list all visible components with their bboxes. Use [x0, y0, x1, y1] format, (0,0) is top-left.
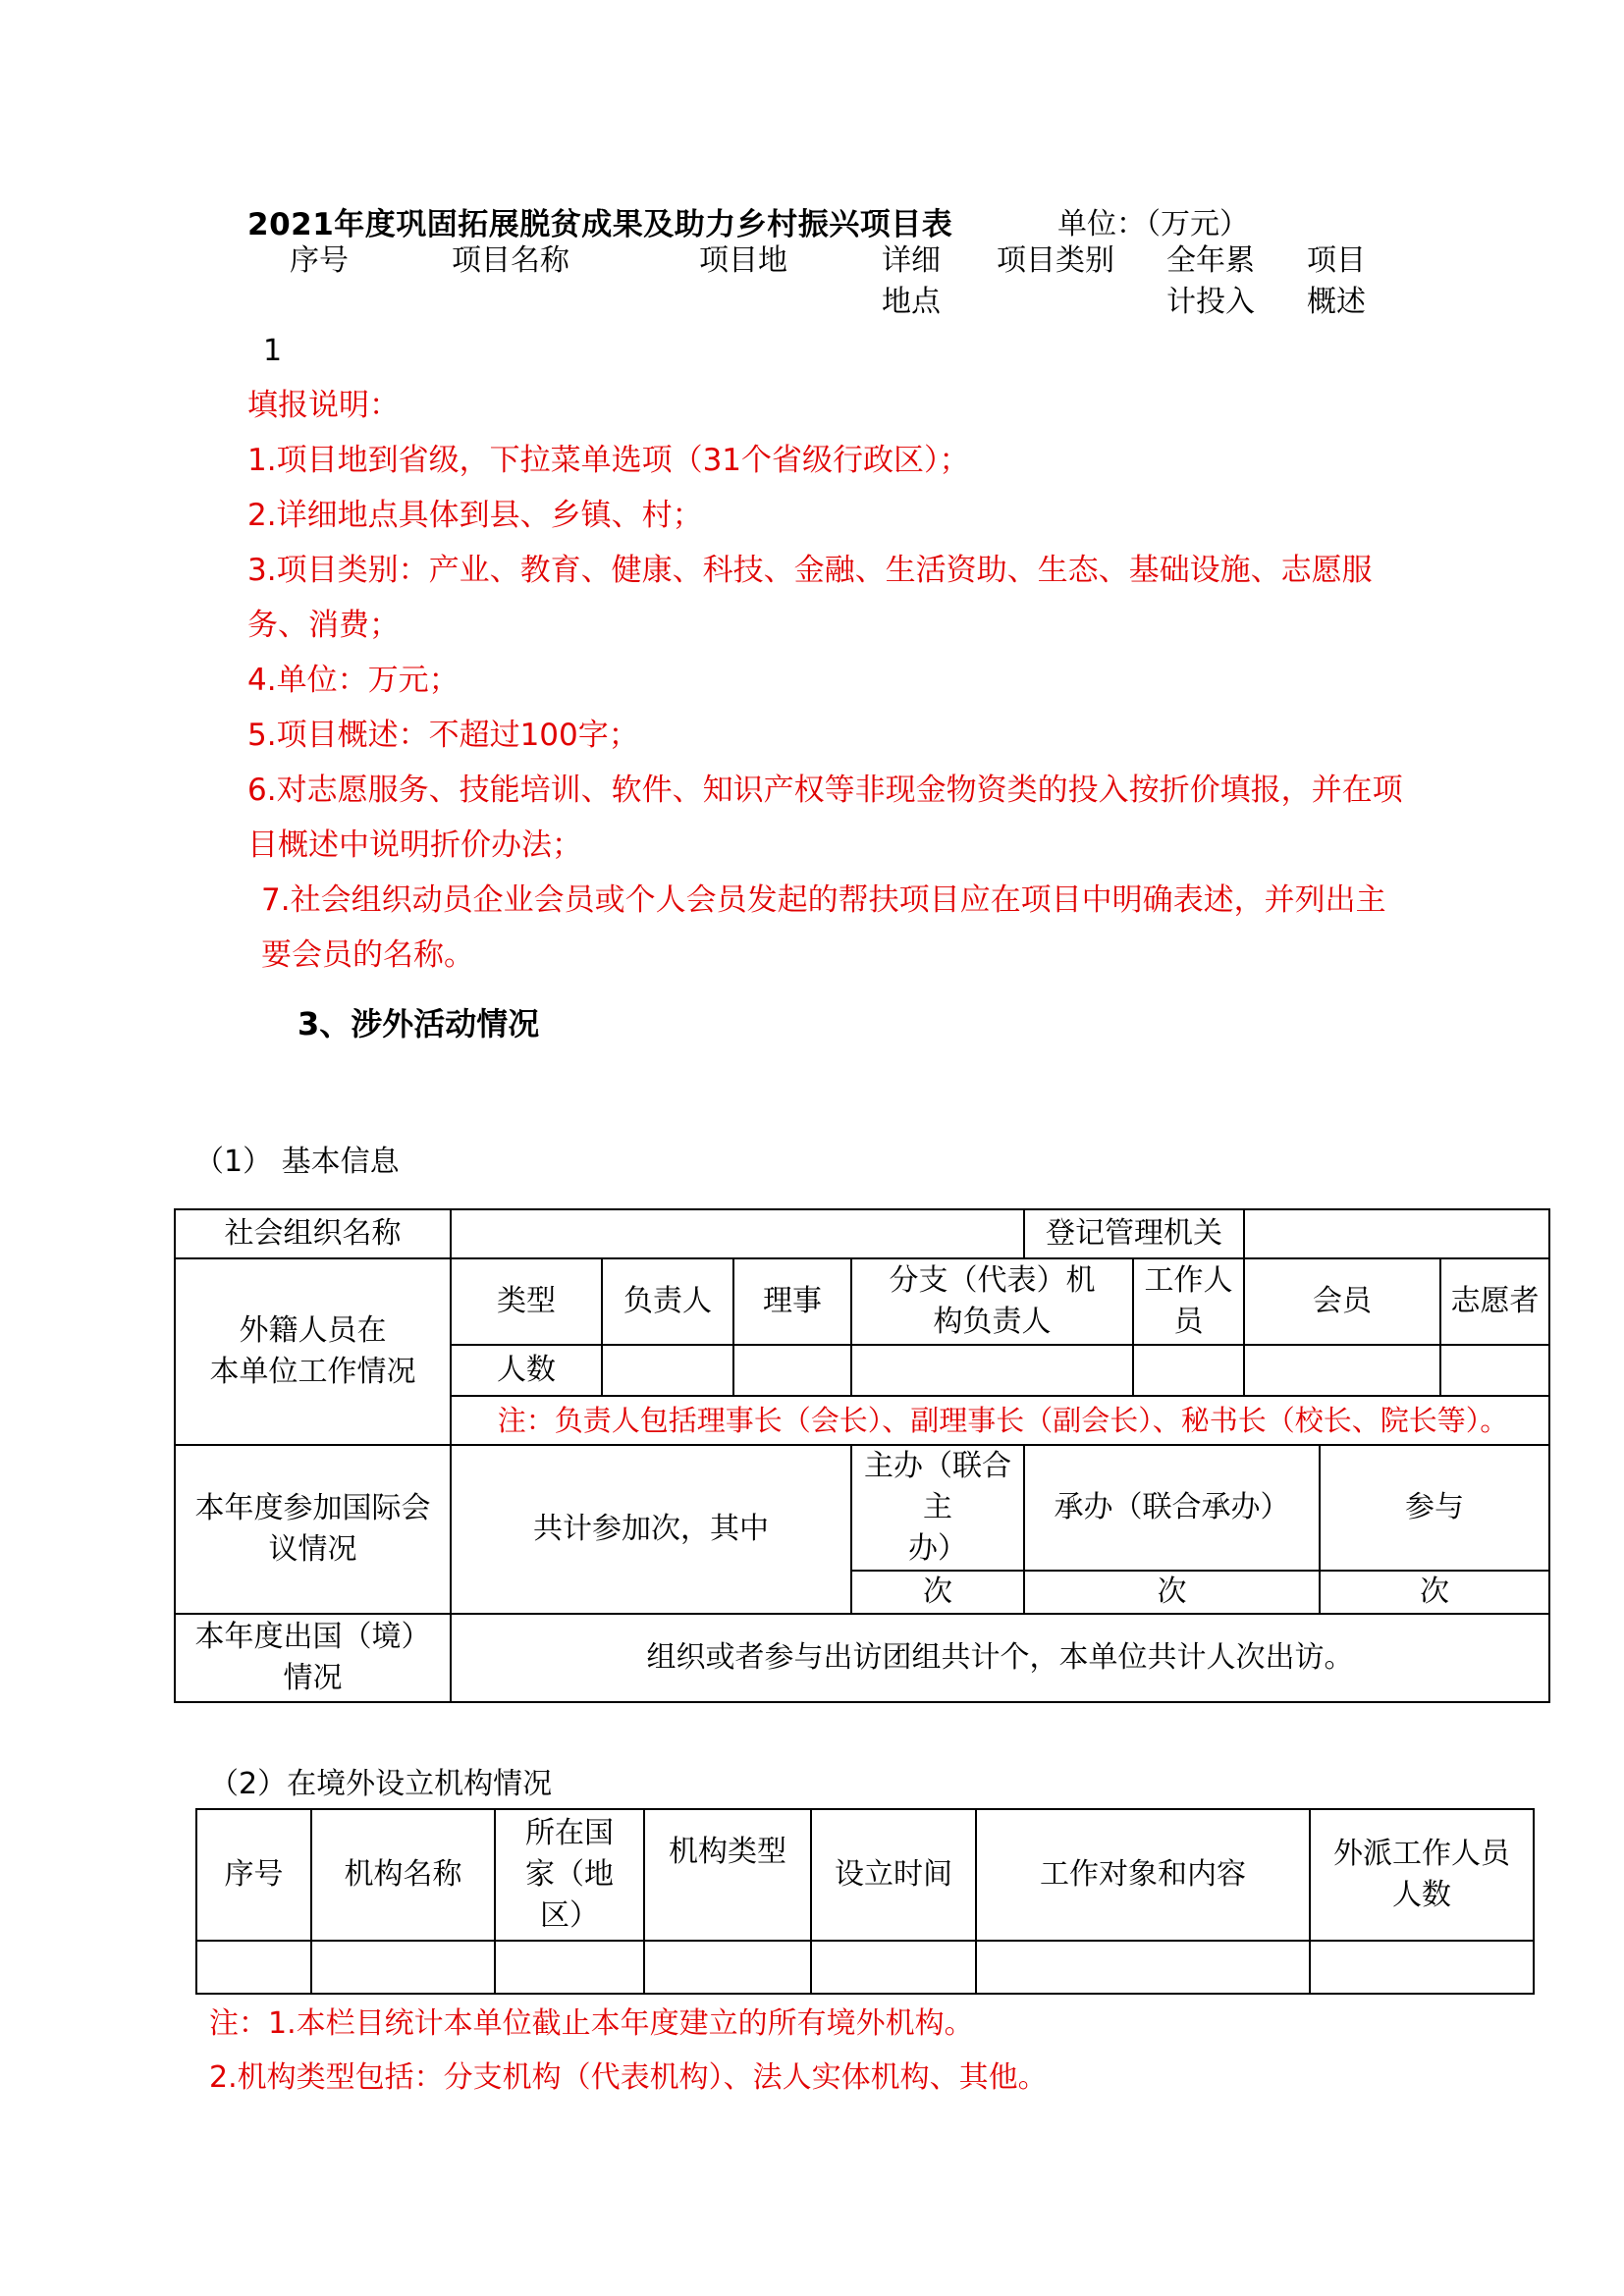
overseas-col-type: 机构类型 — [644, 1809, 811, 1941]
branch-head-line1: 分支（代表）机 — [889, 1263, 1096, 1298]
col-project-name: 项目名称 — [452, 243, 569, 278]
undertake-times[interactable]: 次 — [1024, 1571, 1320, 1614]
member-header: 会员 — [1244, 1258, 1440, 1345]
overseas-cell[interactable] — [811, 1941, 976, 1994]
col-detail-location-line1: 详细 — [882, 243, 941, 278]
overseas-col-country-line1: 所在国 — [525, 1816, 614, 1850]
overseas-note: 注：1.本栏目统计本单位截止本年度建立的所有境外机构。 — [209, 2006, 974, 2041]
overseas-cell[interactable] — [644, 1941, 811, 1994]
count-staff-field[interactable] — [1133, 1345, 1244, 1396]
col-annual-investment — [1166, 240, 1255, 323]
volunteer-header: 志愿者 — [1440, 1258, 1549, 1345]
overseas-cell[interactable] — [1310, 1941, 1534, 1994]
instruction-item: 务、消费； — [247, 608, 400, 643]
instruction-item: 5.项目概述：不超过100字； — [247, 718, 639, 753]
instruction-item: 3.项目类别：产业、教育、健康、科技、金融、生活资助、生态、基础设施、志愿服 — [247, 553, 1373, 588]
instruction-item: 4.单位：万元； — [247, 663, 460, 698]
overseas-col-staff — [1310, 1809, 1534, 1941]
overseas-table — [195, 1808, 1535, 1995]
col-project-location: 项目地 — [699, 243, 787, 278]
overseas-col-staff-line2: 人数 — [1392, 1878, 1451, 1912]
col-project-summary-line2: 概述 — [1307, 285, 1366, 319]
org-name-label: 社会组织名称 — [175, 1209, 451, 1258]
conference-label-line2: 议情况 — [268, 1532, 357, 1567]
count-member-field[interactable] — [1244, 1345, 1440, 1396]
section-heading: 3、涉外活动情况 — [298, 1005, 540, 1042]
host-header-line2: 办） — [908, 1531, 967, 1566]
abroad-label — [175, 1614, 451, 1702]
instruction-item: 目概述中说明折价办法； — [247, 828, 582, 863]
overseas-col-content: 工作对象和内容 — [976, 1809, 1310, 1941]
undertake-header: 承办（联合承办） — [1024, 1445, 1320, 1571]
branch-head-header — [851, 1258, 1133, 1345]
foreign-staff-label-line1: 外籍人员在 — [239, 1313, 387, 1348]
overseas-col-country-line2: 家（地 — [525, 1857, 614, 1892]
overseas-col-time: 设立时间 — [811, 1809, 976, 1941]
overseas-col-name: 机构名称 — [311, 1809, 495, 1941]
head-definition-note: 注：负责人包括理事长（会长）、副理事长（副会长）、秘书长（校长、院长等）。 — [451, 1396, 1549, 1445]
subsection-overseas: （2）在境外设立机构情况 — [209, 1767, 553, 1801]
col-project-summary — [1307, 240, 1366, 323]
overseas-cell[interactable] — [311, 1941, 495, 1994]
foreign-staff-label — [175, 1258, 451, 1445]
instructions-heading: 填报说明： — [247, 388, 400, 423]
foreign-staff-label-line2: 本单位工作情况 — [209, 1355, 416, 1389]
branch-head-line2: 构负责人 — [933, 1305, 1052, 1339]
instruction-item: 6.对志愿服务、技能培训、软件、知识产权等非现金物资类的投入按折价填报，并在项 — [247, 773, 1403, 808]
reg-authority-label: 登记管理机关 — [1024, 1209, 1244, 1258]
type-header: 类型 — [451, 1258, 602, 1345]
count-label: 人数 — [451, 1345, 602, 1396]
count-director-field[interactable] — [733, 1345, 851, 1396]
participate-times[interactable]: 次 — [1320, 1571, 1549, 1614]
row-number: 1 — [263, 334, 283, 368]
instruction-item: 2.详细地点具体到县、乡镇、村； — [247, 498, 703, 533]
staff-header: 工作人员 — [1133, 1258, 1244, 1345]
overseas-col-staff-line1: 外派工作人员 — [1333, 1837, 1510, 1871]
page-title: 2021年度巩固拓展脱贫成果及助力乡村振兴项目表 — [247, 207, 953, 242]
conference-total: 共计参加次，其中 — [451, 1445, 851, 1614]
abroad-label-line1: 本年度出国（境） — [194, 1620, 431, 1654]
overseas-note: 2.机构类型包括：分支机构（代表机构）、法人实体机构、其他。 — [209, 2060, 1048, 2095]
unit-label: 单位：（万元） — [1057, 207, 1249, 241]
count-head-field[interactable] — [602, 1345, 733, 1396]
col-annual-investment-line1: 全年累 — [1166, 243, 1255, 278]
abroad-text[interactable]: 组织或者参与出访团组共计个，本单位共计人次出访。 — [451, 1614, 1549, 1702]
abroad-label-line2: 情况 — [283, 1661, 343, 1695]
director-header: 理事 — [733, 1258, 851, 1345]
overseas-col-country — [495, 1809, 644, 1941]
basic-info-table — [174, 1208, 1550, 1703]
participate-header: 参与 — [1320, 1445, 1549, 1571]
col-project-category: 项目类别 — [997, 243, 1114, 278]
org-name-field[interactable] — [451, 1209, 1024, 1258]
col-annual-investment-line2: 计投入 — [1166, 285, 1255, 319]
instruction-item: 1.项目地到省级，下拉菜单选项（31个省级行政区）； — [247, 443, 970, 478]
instruction-item: 要会员的名称。 — [261, 937, 474, 973]
table-row — [196, 1941, 1534, 1994]
head-header: 负责人 — [602, 1258, 733, 1345]
col-serial: 序号 — [290, 243, 349, 278]
conference-label-line1: 本年度参加国际会 — [194, 1491, 431, 1525]
overseas-col-serial: 序号 — [196, 1809, 311, 1941]
overseas-cell[interactable] — [495, 1941, 644, 1994]
col-detail-location — [882, 240, 941, 323]
instruction-item: 7.社会组织动员企业会员或个人会员发起的帮扶项目应在项目中明确表述，并列出主 — [261, 882, 1386, 918]
overseas-col-country-line3: 区） — [540, 1898, 599, 1933]
overseas-cell[interactable] — [196, 1941, 311, 1994]
reg-authority-field[interactable] — [1244, 1209, 1549, 1258]
conference-label — [175, 1445, 451, 1614]
col-detail-location-line2: 地点 — [882, 285, 941, 319]
count-volunteer-field[interactable] — [1440, 1345, 1549, 1396]
host-header-line1: 主办（联合主 — [864, 1449, 1011, 1524]
subsection-basic-info: （1） 基本信息 — [194, 1145, 400, 1179]
overseas-cell[interactable] — [976, 1941, 1310, 1994]
host-times[interactable]: 次 — [851, 1571, 1024, 1614]
host-header — [851, 1445, 1024, 1571]
count-branch-head-field[interactable] — [851, 1345, 1133, 1396]
col-project-summary-line1: 项目 — [1307, 243, 1366, 278]
